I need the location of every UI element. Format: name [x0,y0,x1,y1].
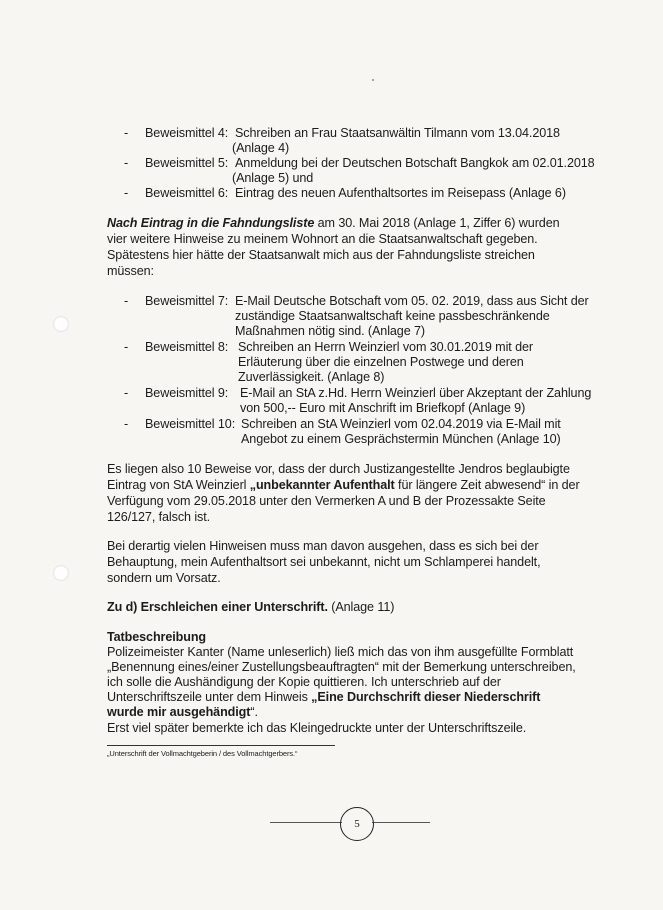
list-item-label: Beweismittel 7: [145,294,229,308]
list-item-label: Beweismittel 6: [145,186,229,200]
paragraph-line: Spätestens hier hätte der Staatsanwalt mich aus der Fahndungsliste streichen [107,248,535,262]
punch-hole-top [53,316,69,332]
paragraph-line: sondern um Vorsatz. [107,571,221,585]
paragraph-line: Polizeimeister Kanter (Name unleserlich) ließ mich das von ihm ausgefüllte Formblatt [107,645,574,659]
paragraph-line: wurde mir ausgehändigt“. [107,705,258,719]
list-item-label: Beweismittel 8: [145,340,229,354]
list-dash: - [124,186,129,200]
list-item-label: Beweismittel 4: [145,126,229,140]
list-item-label: Beweismittel 9: [145,386,229,400]
list-item-text: Eintrag des neuen Aufenthaltsortes im Reisepass (Anlage 6) [235,186,566,200]
list-item-label: Beweismittel 5: [145,156,229,170]
list-item-text-cont: zuständige Staatsanwaltschaft keine passbeschränkende [235,309,550,323]
page-number: 5 [340,807,374,841]
list-dash: - [124,126,129,140]
list-item-text-cont: (Anlage 4) [232,141,290,155]
footnote-rule [107,745,335,746]
list-item-text-cont: von 500,-- Euro mit Anschrift im Briefkopf (Anlage 9) [240,401,526,415]
section-heading: Zu d) Erschleichen einer Unterschrift. (Anlage 11) [107,600,395,614]
list-dash: - [124,417,129,431]
list-item-text-cont: Maßnahmen nötig sind. (Anlage 7) [235,324,426,338]
footnote-text: „Unterschrift der Vollmachtgeberin / des Vollmachtgerbers.“ [107,749,298,758]
page-number-rule-right [372,822,430,823]
list-item-label: Beweismittel 10: [145,417,236,431]
list-dash: - [124,340,129,354]
list-item-text-cont: Angebot zu einem Gesprächstermin München (Anlage 10) [241,432,561,446]
paragraph-line: „Benennung eines/einer Zustellungsbeauftragten“ mit der Bemerkung unterschreiben, [107,660,576,674]
punch-hole-bottom [53,565,69,581]
bold-text: „unbekannter Aufenthalt [249,478,395,492]
paragraph-line: Verfügung vom 29.05.2018 unter den Vermerken A und B der Prozessakte Seite [107,494,546,508]
bold-text: „Eine Durchschrift dieser Niederschrift [311,690,541,704]
list-item-text: Schreiben an Frau Staatsanwältin Tilmann vom 13.04.2018 [235,126,560,140]
page-number-rule-left [270,822,342,823]
paragraph-line: Es liegen also 10 Beweise vor, dass der durch Justizangestellte Jendros beglaubigte [107,462,570,476]
list-item-text: E-Mail an StA z.Hd. Herrn Weinzierl über Akzeptant der Zahlung [240,386,592,400]
paragraph-line: ich solle die Aushändigung der Kopie quittieren. Ich unterschrieb auf der [107,675,501,689]
bold-text: wurde mir ausgehändigt [107,705,251,719]
list-item-text: Schreiben an StA Weinzierl vom 02.04.2019 via E-Mail mit [241,417,561,431]
list-item-text: Schreiben an Herrn Weinzierl vom 30.01.2019 mit der [238,340,533,354]
paragraph-line: Nach Eintrag in die Fahndungsliste am 30. Mai 2018 (Anlage 1, Ziffer 6) wurden [107,216,560,230]
emphasis-text: Nach Eintrag in die Fahndungsliste [107,216,315,230]
list-item-text-cont: (Anlage 5) und [232,171,314,185]
scan-speck [372,79,374,81]
list-dash: - [124,294,129,308]
paragraph-line: Bei derartig vielen Hinweisen muss man davon ausgehen, dass es sich bei der [107,539,539,553]
subsection-heading: Tatbeschreibung [107,630,207,644]
list-item-text-cont: Erläuterung über die einzelnen Postwege und deren [238,355,524,369]
paragraph-line: Erst viel später bemerkte ich das Kleingedruckte unter der Unterschriftszeile. [107,721,527,735]
paragraph-line: Unterschriftszeile unter dem Hinweis „Eine Durchschrift dieser Niederschrift [107,690,541,704]
list-item-text: Anmeldung bei der Deutschen Botschaft Bangkok am 02.01.2018 [235,156,595,170]
list-dash: - [124,156,129,170]
paragraph-line: 126/127, falsch ist. [107,510,211,524]
paragraph-line: Eintrag von StA Weinzierl „unbekannter Aufenthalt für längere Zeit abwesend“ in der [107,478,580,492]
list-dash: - [124,386,129,400]
list-item-text-cont: Zuverlässigkeit. (Anlage 8) [238,370,385,384]
paragraph-line: vier weitere Hinweise zu meinem Wohnort an die Staatsanwaltschaft gegeben. [107,232,538,246]
list-item-text: E-Mail Deutsche Botschaft vom 05. 02. 2019, dass aus Sicht der [235,294,589,308]
paragraph-line: Behauptung, mein Aufenthaltsort sei unbekannt, nicht um Schlamperei handelt, [107,555,541,569]
paragraph-line: müssen: [107,264,154,278]
